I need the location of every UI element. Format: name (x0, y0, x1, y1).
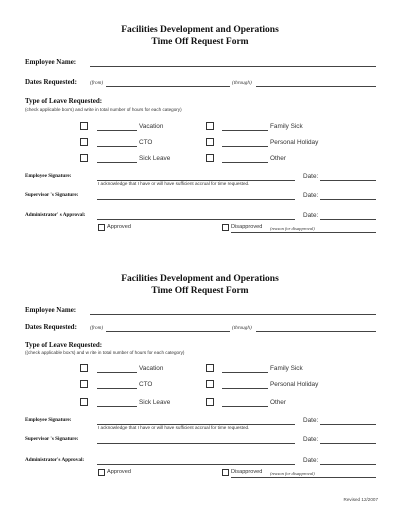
through-label: (through) (232, 80, 252, 86)
approved-checkbox[interactable] (98, 469, 105, 476)
dates-requested-label: Dates Requested: (25, 323, 77, 331)
from-date-field[interactable] (106, 331, 230, 332)
administrator-signature-field[interactable] (97, 464, 295, 465)
family-sick-label: Family Sick (270, 365, 303, 372)
disapproval-reason-field[interactable] (231, 232, 376, 233)
dates-requested-label: Dates Requested: (25, 78, 77, 86)
disapproved-label: Disapproved (231, 469, 263, 475)
employee-signature-label: Employee Signature: (25, 417, 72, 423)
sick-leave-hours-field[interactable] (97, 162, 137, 163)
supervisor-signature-field[interactable] (97, 443, 295, 444)
cto-checkbox[interactable] (80, 380, 88, 388)
vacation-checkbox[interactable] (80, 364, 88, 372)
other-label: Other (270, 155, 286, 162)
vacation-hours-field[interactable] (97, 130, 137, 131)
cto-label: CTO (139, 139, 153, 146)
other-checkbox[interactable] (206, 154, 214, 162)
employee-name-field[interactable] (90, 314, 376, 315)
personal-holiday-checkbox[interactable] (206, 138, 214, 146)
personal-holiday-label: Personal Holiday (270, 139, 319, 146)
employee-name-label: Employee Name: (25, 306, 77, 314)
administrator-date-label: Date: (303, 457, 319, 464)
vacation-checkbox[interactable] (80, 122, 88, 130)
sick-leave-label: Sick Leave (139, 155, 171, 162)
form-title-line1: Facilities Development and Operations (121, 274, 279, 284)
employee-date-field[interactable] (320, 180, 376, 181)
disapproved-checkbox[interactable] (222, 469, 229, 476)
acknowledge-text: I acknowledge that I have or will have sufficient accrual for time requested. (98, 425, 250, 430)
supervisor-date-label: Date: (303, 436, 319, 443)
family-sick-checkbox[interactable] (206, 122, 214, 130)
employee-name-field[interactable] (90, 66, 376, 67)
administrator-signature-field[interactable] (97, 219, 295, 220)
sick-leave-checkbox[interactable] (80, 398, 88, 406)
from-label: (from) (90, 325, 104, 331)
administrator-approval-label: Administrator's Approval: (25, 457, 85, 463)
through-date-field[interactable] (256, 331, 376, 332)
administrator-date-label: Date: (303, 212, 319, 219)
other-label: Other (270, 399, 286, 406)
employee-date-label: Date: (303, 173, 319, 180)
disapproved-note: (reason for disapproval) (270, 226, 315, 231)
administrator-date-field[interactable] (320, 219, 376, 220)
supervisor-date-field[interactable] (320, 199, 376, 200)
approved-label: Approved (107, 469, 131, 475)
personal-holiday-label: Personal Holiday (270, 381, 319, 388)
employee-date-field[interactable] (320, 424, 376, 425)
family-sick-checkbox[interactable] (206, 364, 214, 372)
family-sick-hours-field[interactable] (222, 130, 268, 131)
vacation-hours-field[interactable] (97, 372, 137, 373)
cto-hours-field[interactable] (97, 388, 137, 389)
disapproved-label: Disapproved (231, 224, 263, 230)
approved-label: Approved (107, 224, 131, 230)
form-title-line1: Facilities Development and Operations (121, 25, 279, 35)
supervisor-date-label: Date: (303, 192, 319, 199)
disapproved-note: (reason for disapproval) (270, 471, 315, 476)
employee-date-label: Date: (303, 417, 319, 424)
other-hours-field[interactable] (222, 406, 268, 407)
approved-checkbox[interactable] (98, 224, 105, 231)
supervisor-signature-label: Supervisor 's Signature: (25, 192, 79, 198)
leave-type-label: Type of Leave Requested: (25, 97, 103, 105)
from-date-field[interactable] (106, 86, 230, 87)
supervisor-signature-field[interactable] (97, 199, 295, 200)
administrator-approval-label: Administrator' s Approval: (25, 212, 86, 218)
from-label: (from) (90, 80, 104, 86)
leave-type-note: (check applicable box's) and write in total number of hours for each category) (25, 107, 182, 112)
supervisor-date-field[interactable] (320, 443, 376, 444)
revision-label: Revised 12/2007 (343, 497, 378, 502)
leave-type-note: ((check applicable box's) and w rite in total number of hours for each category) (25, 350, 185, 355)
personal-holiday-checkbox[interactable] (206, 380, 214, 388)
supervisor-signature-label: Supervisor 's Signature: (25, 436, 79, 442)
through-date-field[interactable] (256, 86, 376, 87)
time-off-form-2 (0, 247, 400, 506)
through-label: (through) (232, 325, 252, 331)
cto-label: CTO (139, 381, 153, 388)
family-sick-hours-field[interactable] (222, 372, 268, 373)
cto-hours-field[interactable] (97, 146, 137, 147)
other-checkbox[interactable] (206, 398, 214, 406)
employee-signature-label: Employee Signature: (25, 173, 72, 179)
sick-leave-hours-field[interactable] (97, 406, 137, 407)
sick-leave-label: Sick Leave (139, 399, 171, 406)
vacation-label: Vacation (139, 123, 164, 130)
sick-leave-checkbox[interactable] (80, 154, 88, 162)
form-title-line2: Time Off Request Form (151, 286, 249, 296)
other-hours-field[interactable] (222, 162, 268, 163)
administrator-date-field[interactable] (320, 464, 376, 465)
vacation-label: Vacation (139, 365, 164, 372)
cto-checkbox[interactable] (80, 138, 88, 146)
personal-holiday-hours-field[interactable] (222, 146, 268, 147)
leave-type-label: Type of Leave Requested: (25, 341, 103, 349)
personal-holiday-hours-field[interactable] (222, 388, 268, 389)
family-sick-label: Family Sick (270, 123, 303, 130)
acknowledge-text: I acknowledge that I have or will have sufficient accrual for time requested. (98, 181, 250, 186)
disapproved-checkbox[interactable] (222, 224, 229, 231)
employee-name-label: Employee Name: (25, 58, 77, 66)
disapproval-reason-field[interactable] (231, 477, 376, 478)
form-title-line2: Time Off Request Form (151, 37, 249, 47)
